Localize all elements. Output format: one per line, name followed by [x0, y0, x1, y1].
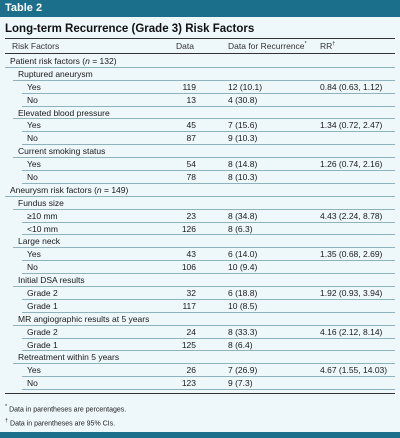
- recurrence-cell: 7 (15.6): [228, 120, 258, 131]
- row-label-text: ≥10 mm: [27, 210, 58, 221]
- col-header-rr-mark: †: [332, 41, 336, 48]
- data-cell: 26: [186, 365, 196, 376]
- rr-cell: 1.34 (0.72, 2.47): [320, 120, 383, 131]
- row-label-count: = 132): [89, 56, 117, 66]
- footnote-1-text: Data in parentheses are percentages.: [7, 406, 127, 414]
- row-label-text: No: [27, 133, 38, 144]
- recurrence-cell: 12 (10.1): [228, 81, 263, 92]
- data-cell: 54: [186, 159, 196, 170]
- data-cell: 126: [181, 223, 196, 234]
- table-subheading-row: [5, 145, 395, 158]
- table-row: [5, 158, 395, 171]
- recurrence-cell: 4 (30.8): [228, 94, 258, 105]
- data-cell: 13: [186, 94, 196, 105]
- row-label-n: n: [96, 184, 102, 195]
- row-label-text: MR angiographic results at 5 years: [18, 313, 150, 324]
- recurrence-cell: 6 (18.8): [228, 288, 258, 299]
- footnote-2: [5, 418, 115, 427]
- table-subheading-row: [5, 235, 395, 248]
- row-label-text: Patient risk factors (: [10, 56, 86, 66]
- row-label-text: Yes: [27, 120, 41, 131]
- header-rule: [5, 53, 395, 54]
- col-header-rr-text: RR: [320, 41, 333, 51]
- footnote-1: [5, 404, 126, 413]
- data-cell: 87: [186, 133, 196, 144]
- row-label-text: Grade 2: [27, 288, 58, 299]
- table-body: [5, 55, 395, 390]
- table-subheading-row: [5, 351, 395, 364]
- table-subheading-row: [5, 313, 395, 326]
- row-label-text: Yes: [27, 81, 41, 92]
- table-row: [5, 326, 395, 339]
- table-footer-bar: [0, 432, 400, 438]
- row-label-text: Current smoking status: [18, 146, 106, 157]
- table-row: [5, 377, 395, 390]
- rr-cell: 4.43 (2.24, 8.78): [320, 210, 383, 221]
- table-row: [5, 364, 395, 377]
- footnote-1-mark: *: [5, 404, 8, 410]
- data-cell: 123: [181, 378, 196, 389]
- row-label-text: Large neck: [18, 236, 61, 247]
- table-row: [5, 248, 395, 261]
- row-divider: [22, 389, 395, 390]
- col-header-rr: [320, 41, 335, 51]
- rr-cell: 1.92 (0.93, 3.94): [320, 288, 383, 299]
- recurrence-cell: 8 (14.8): [228, 159, 258, 170]
- table-subheading-row: [5, 274, 395, 287]
- table-row: [5, 81, 395, 94]
- table-label: Table 2: [5, 2, 43, 14]
- rr-cell: 4.67 (1.55, 14.03): [320, 365, 388, 376]
- table-row: [5, 287, 395, 300]
- recurrence-cell: 9 (7.3): [228, 378, 253, 389]
- row-label-text: Retreatment within 5 years: [18, 352, 120, 363]
- table-row: [5, 223, 395, 236]
- rr-cell: 4.16 (2.12, 8.14): [320, 326, 383, 337]
- bottom-rule: [5, 393, 395, 394]
- recurrence-cell: 7 (26.9): [228, 365, 258, 376]
- recurrence-cell: 8 (33.3): [228, 326, 258, 337]
- row-label-text: Grade 2: [27, 326, 58, 337]
- data-cell: 23: [186, 210, 196, 221]
- col-header-data-for-recurrence: [228, 41, 307, 51]
- footnote-2-text: Data in parentheses are 95% CIs.: [8, 420, 116, 428]
- table-row: [5, 300, 395, 313]
- row-label-count: = 149): [101, 184, 129, 195]
- table-subheading-row: [5, 68, 395, 81]
- row-label-text: No: [27, 378, 38, 389]
- table-row: [5, 171, 395, 184]
- row-label-text: <10 mm: [27, 223, 58, 234]
- row-label-text: Grade 1: [27, 300, 58, 311]
- table-row: [5, 261, 395, 274]
- rr-cell: 0.84 (0.63, 1.12): [320, 81, 383, 92]
- footnote-2-mark: †: [5, 418, 9, 424]
- row-label-text: Yes: [27, 249, 41, 260]
- data-cell: 45: [186, 120, 196, 131]
- data-cell: 106: [181, 262, 196, 273]
- table-row: [5, 339, 395, 352]
- table-row: [5, 119, 395, 132]
- table-row: [5, 94, 395, 107]
- col-header-recurrence-mark: *: [304, 41, 307, 48]
- table-subheading-row: [5, 197, 395, 210]
- row-label-text: Yes: [27, 159, 41, 170]
- rr-cell: 1.35 (0.68, 2.69): [320, 249, 383, 260]
- data-cell: 125: [181, 339, 196, 350]
- data-cell: 117: [182, 300, 196, 311]
- table-header-bar: [0, 0, 400, 17]
- data-cell: 78: [186, 172, 196, 183]
- row-label-text: Fundus size: [18, 197, 64, 208]
- table-row: [5, 210, 395, 223]
- table-section-row: [5, 184, 395, 197]
- col-header-recurrence-text: Data for Recurrence: [228, 41, 305, 51]
- row-label-text: Initial DSA results: [18, 275, 85, 286]
- recurrence-cell: 6 (14.0): [228, 249, 258, 260]
- row-label-text: Yes: [27, 365, 41, 376]
- recurrence-cell: 8 (6.3): [228, 223, 253, 234]
- data-cell: 119: [182, 81, 196, 92]
- row-label-text: Aneurysm risk factors (: [10, 184, 97, 195]
- recurrence-cell: 10 (8.5): [228, 300, 258, 311]
- top-rule: [5, 38, 395, 39]
- row-label-text: No: [27, 172, 38, 183]
- row-label-text: Ruptured aneurysm: [18, 68, 93, 79]
- row-label-n: n: [85, 56, 90, 66]
- table-subheading-row: [5, 107, 395, 120]
- row-label-text: Grade 1: [27, 339, 58, 350]
- data-cell: 43: [186, 249, 196, 260]
- row-label-text: No: [27, 94, 38, 105]
- table-title: Long-term Recurrence (Grade 3) Risk Factors: [5, 23, 255, 35]
- table-row: [5, 132, 395, 145]
- rr-cell: 1.26 (0.74, 2.16): [320, 159, 383, 170]
- recurrence-cell: 8 (34.8): [228, 210, 258, 221]
- table-section-row: [5, 55, 395, 68]
- recurrence-cell: 8 (6.4): [228, 339, 253, 350]
- data-cell: 24: [186, 326, 196, 337]
- col-header-data: Data: [176, 41, 194, 51]
- recurrence-cell: 8 (10.3): [228, 172, 258, 183]
- row-label-text: No: [27, 262, 38, 273]
- recurrence-cell: 10 (9.4): [228, 262, 258, 273]
- col-header-risk-factors: Risk Factors: [12, 41, 60, 51]
- recurrence-cell: 9 (10.3): [228, 133, 258, 144]
- row-label-text: Elevated blood pressure: [18, 107, 110, 118]
- data-cell: 32: [186, 288, 196, 299]
